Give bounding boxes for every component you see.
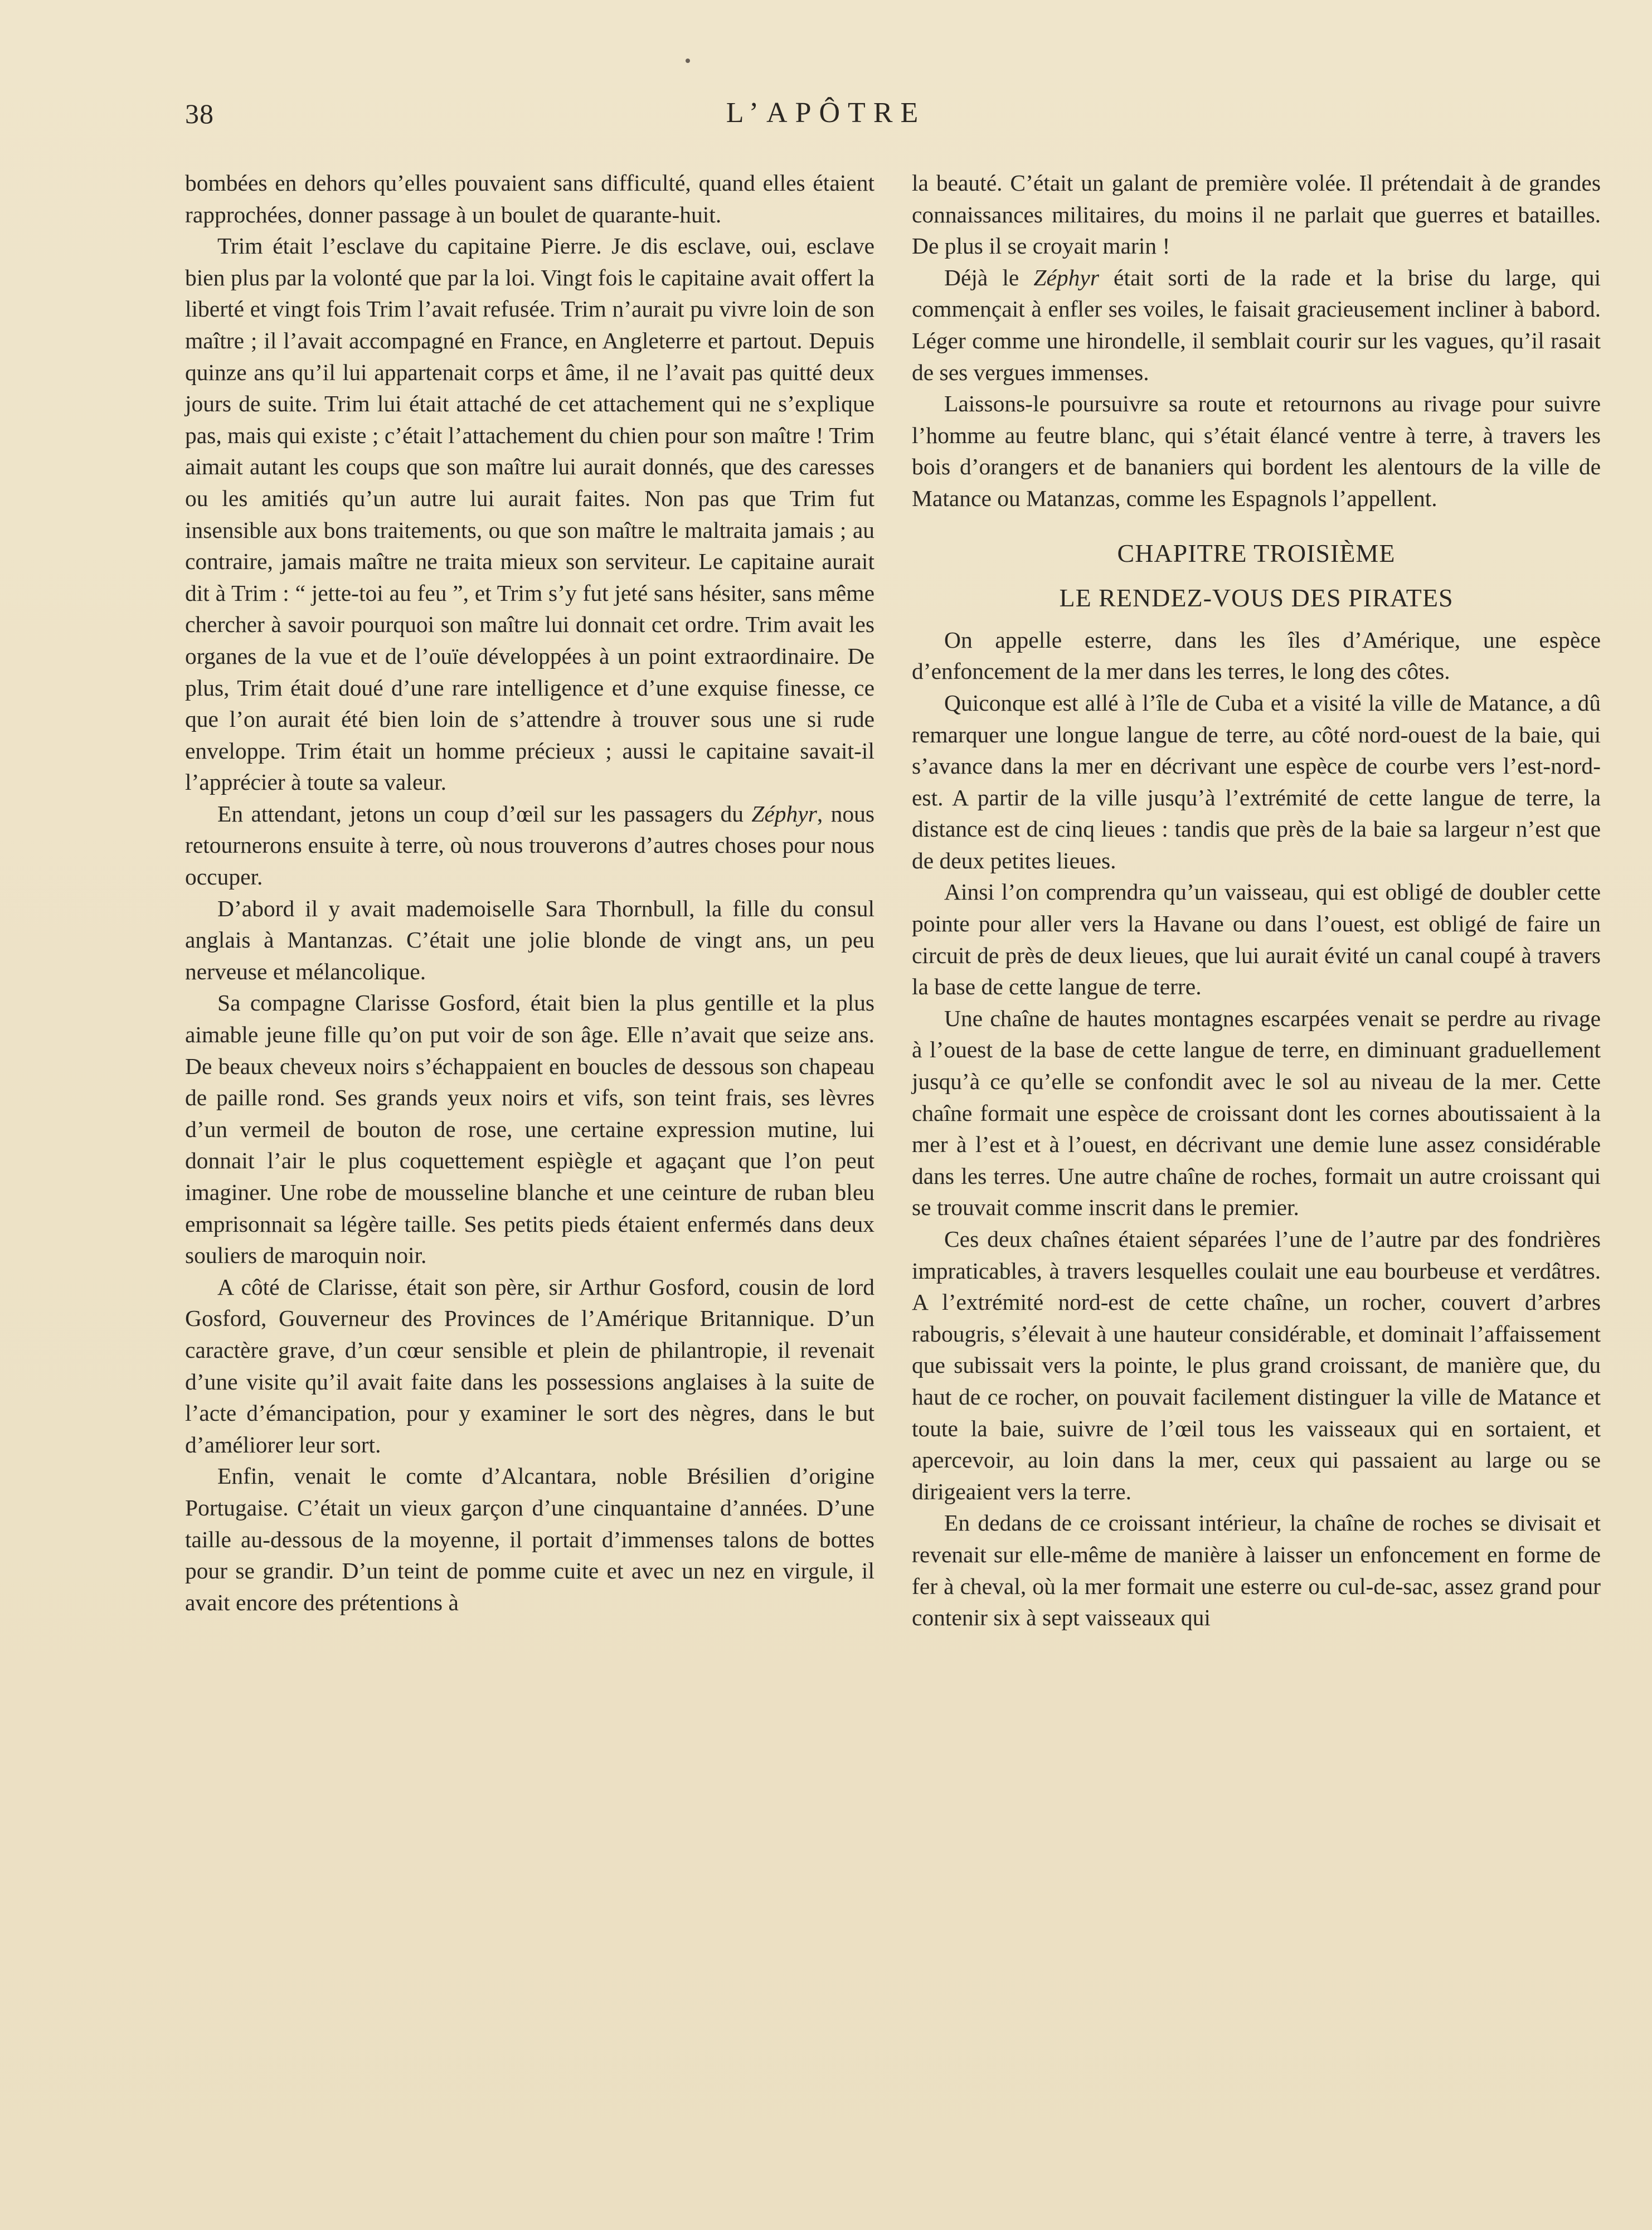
right-column: [912, 167, 1601, 1634]
chapter-heading: CHAPITRE TROISIÈME: [1117, 538, 1396, 567]
paragraph: Laissons-le poursuivre sa route et retournons au rivage pour suivre l’homme au feutre blanc, qui s’était élancé ventre à terre, à travers les bois d’orangers et de bananiers qui bordent les alentours de la ville de Matance ou Matanzas, comme les Espagnols l’appellent.: [912, 391, 1601, 511]
paragraph: Ces deux chaînes étaient séparées l’une de l’autre par des fondrières impraticables, à travers lesquelles coulait une eau bourbeuse et verdâtres. A l’extrémité nord-est de cette chaîne, un rocher, couvert d’arbres rabougris, s’élevait à une hauteur considérable, et dominait l’affaissement que subissait vers la pointe, le plus grand croissant, de manière que, du haut de ce rocher, on pouvait facilement distinguer la ville de Matance et toute la baie, suivre de l’œil tous les vaisseaux qui en sortaient, et apercevoir, au loin dans la mer, ceux qui passaient au large ou se dirigeaient vers la terre.: [912, 1226, 1601, 1504]
paragraph: A côté de Clarisse, était son père, sir Arthur Gosford, cousin de lord Gosford, Gouverneur des Provinces de l’Amérique Britannique. D’un caractère grave, d’un cœur sensible et plein de philantropie, il revenait d’une visite qu’il avait faite dans les possessions anglaises à la suite de l’acte d’émancipation, pour y examiner le sort des nègres, dans le but d’améliorer leur sort.: [185, 1274, 874, 1457]
print-speck: [686, 59, 690, 63]
page-header: [185, 92, 1467, 142]
paragraph: bombées en dehors qu’elles pouvaient sans difficulté, quand elles étaient rapprochées, donner passage à un boulet de quarante-huit.: [185, 170, 874, 227]
paragraph: Enfin, venait le comte d’Alcantara, noble Brésilien d’origine Portugaise. C’était un vieux garçon d’une cinquantaine d’années. D’une taille au-dessous de la moyenne, il portait d’immenses talons de bottes pour se grandir. D’un teint de pomme cuite et avec un nez en virgule, il avait encore des prétentions à: [185, 1463, 874, 1615]
left-column: [185, 167, 874, 1618]
paragraph: Sa compagne Clarisse Gosford, était bien la plus gentille et la plus aimable jeune fille qu’on put voir de son âge. Elle n’avait que seize ans. De beaux cheveux noirs s’échappaient en boucles de dessous son chapeau de paille rond. Ses grands yeux noirs et vifs, son teint frais, ses lèvres d’un vermeil de bouton de rose, une certaine expression mutine, lui donnait l’air le plus coquettement espiègle et agaçant que l’on peut imaginer. Une robe de mousseline blanche et une ceinture de ruban bleu emprisonnait sa légère taille. Ses petits pieds étaient enfermés dans deux souliers de maroquin noir.: [185, 990, 874, 1269]
paragraph: la beauté. C’était un galant de première volée. Il prétendait à de grandes connaissances militaires, du moins il ne parlait que guerres et batailles. De plus il se croyait marin !: [912, 170, 1601, 259]
page-number: 38: [185, 98, 214, 129]
running-title: L’APÔTRE: [726, 97, 926, 129]
paragraph: En attendant, jetons un coup d’œil sur les passagers du Zéphyr, nous retournerons ensuite à terre, où nous trouverons d’autres choses pour nous occuper.: [185, 800, 874, 890]
ship-name: Zéphyr: [751, 800, 817, 827]
paragraph: En dedans de ce croissant intérieur, la chaîne de roches se divisait et revenait sur elle-même de manière à laisser un enfoncement en forme de fer à cheval, où la mer formait une esterre ou cul-de-sac, assez grand pour contenir six à sept vaisseaux qui: [912, 1510, 1601, 1631]
paragraph: Déjà le Zéphyr était sorti de la rade et la brise du large, qui commençait à enfler ses voiles, le faisait gracieusement incliner à babord. Léger comme une hirondelle, il semblait courir sur les vagues, qu’il rasait de ses vergues immenses.: [912, 264, 1601, 385]
paragraph: Une chaîne de hautes montagnes escarpées venait se perdre au rivage à l’ouest de la base de cette langue de terre, en diminuant graduellement jusqu’à ce qu’elle se confondit avec le sol au niveau de la mer. Cette chaîne formait une espèce de croissant dont les cornes aboutissaient à la mer à l’est et à l’ouest, en décrivant une demie lune assez considérable dans les terres. Une autre chaîne de roches, formait un autre croissant qui se trouvait comme inscrit dans le premier.: [912, 1005, 1601, 1221]
paragraph: D’abord il y avait mademoiselle Sara Thornbull, la fille du consul anglais à Mantanzas. C’était une jolie blonde de vingt ans, un peu nerveuse et mélancolique.: [185, 895, 874, 984]
chapter-title: LE RENDEZ-VOUS DES PIRATES: [1059, 584, 1454, 613]
paragraph: On appelle esterre, dans les îles d’Amérique, une espèce d’enfoncement de la mer dans les terres, le long des côtes.: [912, 626, 1601, 684]
paragraph: Ainsi l’on comprendra qu’un vaisseau, qui est obligé de doubler cette pointe pour aller vers la Havane ou dans l’ouest, est obligé de faire un circuit de près de deux lieues, que lui aurait évité un canal coupé à travers la base de cette langue de terre.: [912, 879, 1601, 1000]
ship-name: Zéphyr: [1033, 264, 1099, 290]
paragraph: Trim était l’esclave du capitaine Pierre. Je dis esclave, oui, esclave bien plus par la volonté que par la loi. Vingt fois le capitaine avait offert la liberté et vingt fois Trim l’avait refusée. Trim n’aurait pu vivre loin de son maître ; il l’avait accompagné en France, en Angleterre et partout. Depuis quinze ans qu’il lui appartenait corps et âme, il ne l’avait pas quitté deux jours de suite. Trim lui était attaché de cet attachement qui ne s’explique pas, mais qui existe ; c’était l’attachement du chien pour son maître ! Trim aimait autant les coups que son maître lui aurait donnés, que des caresses ou les amitiés qu’un autre lui aurait faites. Non pas que Trim fut insensible aux bons traitements, ou que son maître le maltraita jamais ; au contraire, jamais maître ne traita mieux son serviteur. Le capitaine aurait dit à Trim : “ jette-toi au feu ”, et Trim s’y fut jeté sans hésiter, sans même chercher à savoir pourquoi son maître lui donnait cet ordre. Trim avait les organes de la vue et de l’ouïe développées à un point extraordinaire. De plus, Trim était doué d’une rare intelligence et d’une exquise finesse, ce que l’on aurait été bien loin de s’attendre à trouver sous une si rude enveloppe. Trim était un homme précieux ; aussi le capitaine savait-il l’apprécier à toute sa valeur.: [185, 233, 874, 795]
paragraph: Quiconque est allé à l’île de Cuba et a visité la ville de Matance, a dû remarquer une longue langue de terre, au côté nord-ouest de la baie, qui s’avance dans la mer en décrivant une espèce de courbe vers l’est-nord-est. A partir de la ville jusqu’à l’extrémité de cette langue de terre, la distance est de cinq lieues : tandis que près de la baie sa largeur n’est que de deux petites lieues.: [912, 689, 1601, 873]
